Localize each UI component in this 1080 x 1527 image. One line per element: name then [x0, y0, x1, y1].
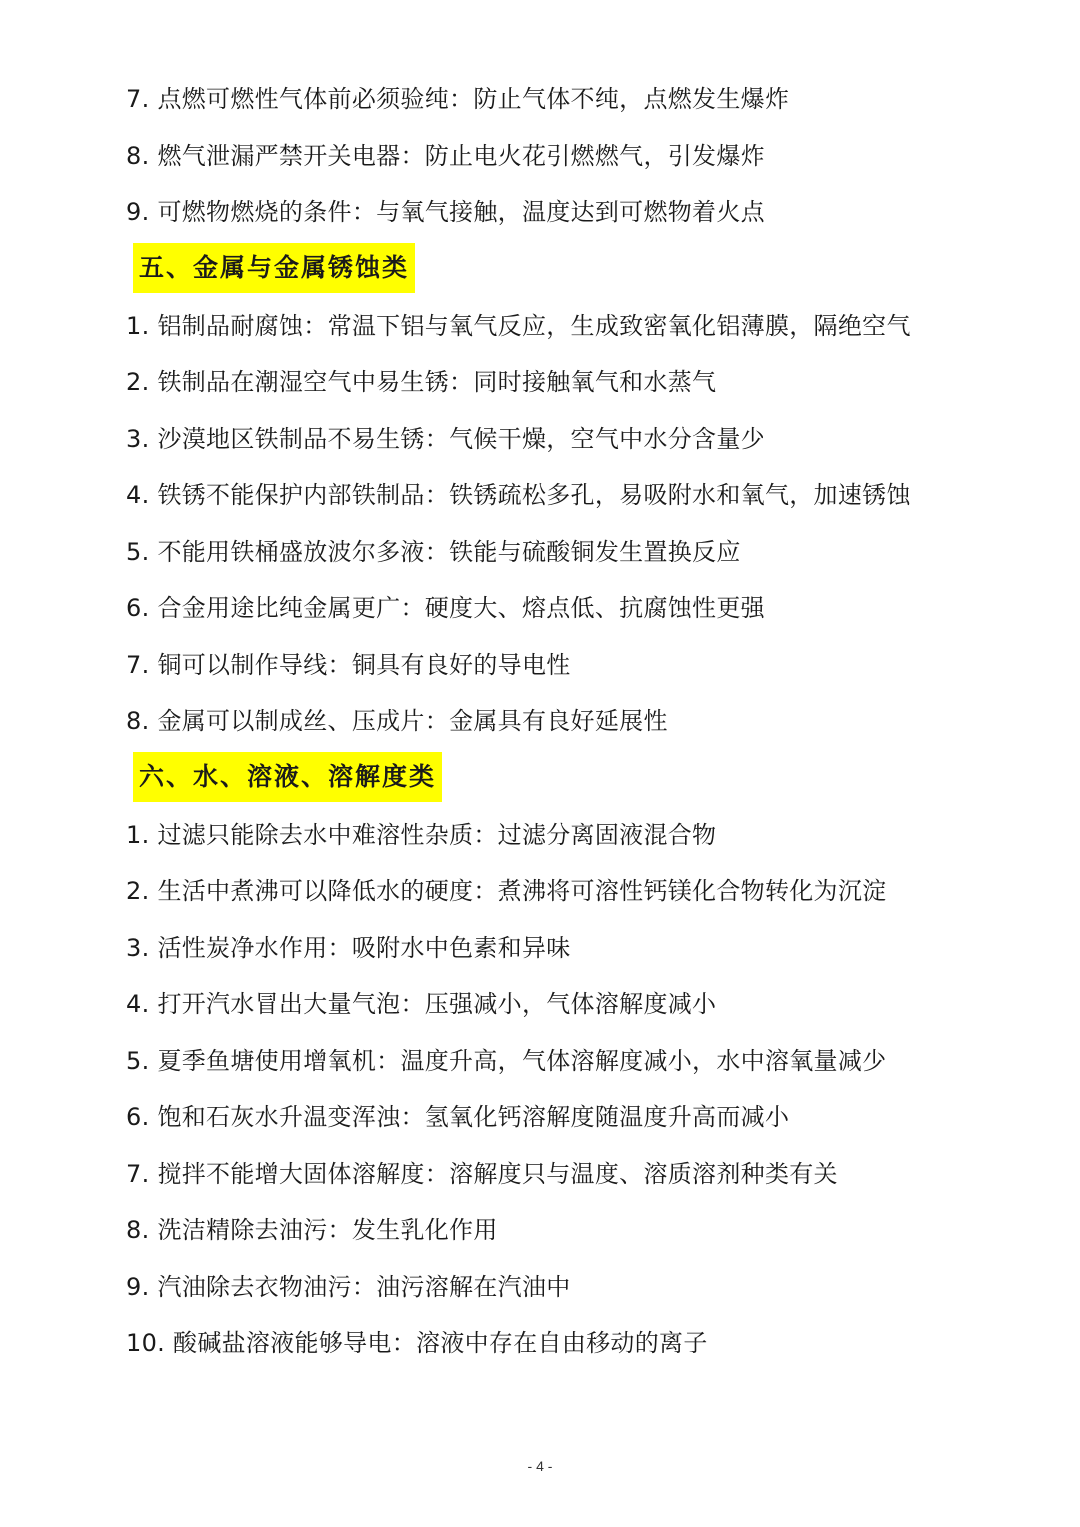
item-reason: 金属具有良好延展性	[449, 707, 668, 735]
item-number: 3.	[126, 934, 150, 962]
item-number: 7.	[126, 85, 150, 113]
item-reason: 硬度大、熔点低、抗腐蚀性更强	[424, 594, 765, 622]
item-separator: ：	[424, 538, 450, 566]
item-separator: ：	[400, 142, 425, 170]
item-reason: 压强减小，气体溶解度减小	[424, 990, 717, 1018]
item-reason: 铁锈疏松多孔，易吸附水和氧气，加速锈蚀	[449, 481, 911, 509]
list-item	[126, 591, 765, 625]
list-item	[126, 1157, 838, 1191]
item-separator: ：	[327, 651, 352, 679]
item-topic: 铜可以制作导线	[157, 651, 328, 679]
item-number: 7.	[126, 651, 150, 679]
item-separator: ：	[424, 425, 450, 453]
item-topic: 汽油除去衣物油污	[157, 1273, 352, 1301]
item-number: 3.	[126, 425, 150, 453]
item-separator: ：	[327, 934, 352, 962]
list-item	[126, 818, 716, 852]
item-topic: 搅拌不能增大固体溶解度	[157, 1160, 425, 1188]
item-topic: 酸碱盐溶液能够导电	[173, 1329, 392, 1357]
list-item	[126, 1044, 886, 1078]
item-number: 5.	[126, 538, 150, 566]
item-topic: 不能用铁桶盛放波尔多液	[157, 538, 425, 566]
item-reason: 防止电火花引燃燃气，引发爆炸	[424, 142, 765, 170]
item-number: 4.	[126, 481, 150, 509]
item-number: 4.	[126, 990, 150, 1018]
item-topic: 打开汽水冒出大量气泡	[157, 990, 401, 1018]
list-item	[126, 478, 911, 512]
item-reason: 过滤分离固液混合物	[497, 821, 717, 849]
section-heading: 六、水、溶液、溶解度类	[133, 752, 442, 802]
item-topic: 点燃可燃性气体前必须验纯	[157, 85, 450, 113]
item-separator: ：	[400, 594, 425, 622]
item-number: 8.	[126, 707, 150, 735]
item-topic: 金属可以制成丝、压成片	[157, 707, 425, 735]
item-number: 6.	[126, 1103, 150, 1131]
item-separator: ：	[303, 312, 328, 340]
list-item	[126, 1213, 498, 1247]
item-separator: ：	[400, 990, 425, 1018]
list-item	[126, 422, 765, 456]
item-topic: 活性炭净水作用	[157, 934, 328, 962]
item-reason: 常温下铝与氧气反应，生成致密氧化铝薄膜，隔绝空气	[327, 312, 911, 340]
item-topic: 铝制品耐腐蚀	[157, 312, 304, 340]
list-item	[126, 1100, 789, 1134]
item-topic: 合金用途比纯金属更广	[157, 594, 401, 622]
item-separator: ：	[327, 1216, 352, 1244]
list-item	[126, 704, 668, 738]
item-topic: 燃气泄漏严禁开关电器	[157, 142, 401, 170]
item-reason: 防止气体不纯，点燃发生爆炸	[473, 85, 790, 113]
item-number: 8.	[126, 1216, 150, 1244]
page-number: - 4 -	[527, 1458, 553, 1474]
item-separator: ：	[449, 368, 474, 396]
item-separator: ：	[351, 198, 377, 226]
item-topic: 饱和石灰水升温变浑浊	[157, 1103, 401, 1131]
list-item	[126, 139, 765, 173]
item-reason: 溶液中存在自由移动的离子	[416, 1329, 708, 1357]
list-item	[126, 195, 765, 229]
item-number: 2.	[126, 368, 150, 396]
list-item	[126, 874, 886, 908]
item-separator: ：	[424, 707, 450, 735]
item-number: 7.	[126, 1160, 150, 1188]
list-item	[126, 365, 716, 399]
item-number: 1.	[126, 821, 150, 849]
list-item	[126, 1326, 708, 1360]
item-number: 5.	[126, 1047, 150, 1075]
item-topic: 可燃物燃烧的条件	[157, 198, 352, 226]
item-separator: ：	[424, 481, 450, 509]
item-separator: ：	[473, 821, 498, 849]
item-separator: ：	[473, 877, 498, 905]
list-item	[126, 987, 716, 1021]
item-topic: 铁锈不能保护内部铁制品	[157, 481, 425, 509]
item-separator: ：	[351, 1273, 377, 1301]
item-separator: ：	[400, 1103, 425, 1131]
item-number: 2.	[126, 877, 150, 905]
item-topic: 沙漠地区铁制品不易生锈	[157, 425, 425, 453]
item-reason: 吸附水中色素和异味	[351, 934, 571, 962]
list-item	[126, 82, 789, 116]
item-reason: 气候干燥，空气中水分含量少	[449, 425, 765, 453]
item-number: 6.	[126, 594, 150, 622]
item-reason: 温度升高，气体溶解度减小，水中溶氧量减少	[400, 1047, 887, 1075]
item-number: 8.	[126, 142, 150, 170]
list-item	[126, 309, 911, 343]
item-topic: 过滤只能除去水中难溶性杂质	[157, 821, 474, 849]
item-reason: 同时接触氧气和水蒸气	[473, 368, 717, 396]
item-reason: 与氧气接触，温度达到可燃物着火点	[376, 198, 765, 226]
item-reason: 氢氧化钙溶解度随温度升高而减小	[424, 1103, 790, 1131]
item-topic: 生活中煮沸可以降低水的硬度	[157, 877, 474, 905]
item-reason: 油污溶解在汽油中	[376, 1273, 571, 1301]
item-separator: ：	[376, 1047, 401, 1075]
list-item	[126, 648, 571, 682]
list-item	[126, 931, 571, 965]
item-reason: 溶解度只与温度、溶质溶剂种类有关	[449, 1160, 838, 1188]
item-number: 10.	[126, 1329, 166, 1357]
item-number: 9.	[126, 198, 150, 226]
list-item	[126, 535, 741, 569]
item-reason: 铜具有良好的导电性	[351, 651, 571, 679]
item-reason: 铁能与硫酸铜发生置换反应	[449, 538, 741, 566]
item-separator: ：	[391, 1329, 417, 1357]
item-number: 9.	[126, 1273, 150, 1301]
item-reason: 煮沸将可溶性钙镁化合物转化为沉淀	[497, 877, 887, 905]
item-separator: ：	[424, 1160, 450, 1188]
item-topic: 铁制品在潮湿空气中易生锈	[157, 368, 450, 396]
item-separator: ：	[449, 85, 474, 113]
item-reason: 发生乳化作用	[351, 1216, 498, 1244]
section-heading: 五、金属与金属锈蚀类	[133, 243, 415, 293]
list-item	[126, 1270, 571, 1304]
item-topic: 洗洁精除去油污	[157, 1216, 328, 1244]
item-topic: 夏季鱼塘使用增氧机	[157, 1047, 377, 1075]
item-number: 1.	[126, 312, 150, 340]
